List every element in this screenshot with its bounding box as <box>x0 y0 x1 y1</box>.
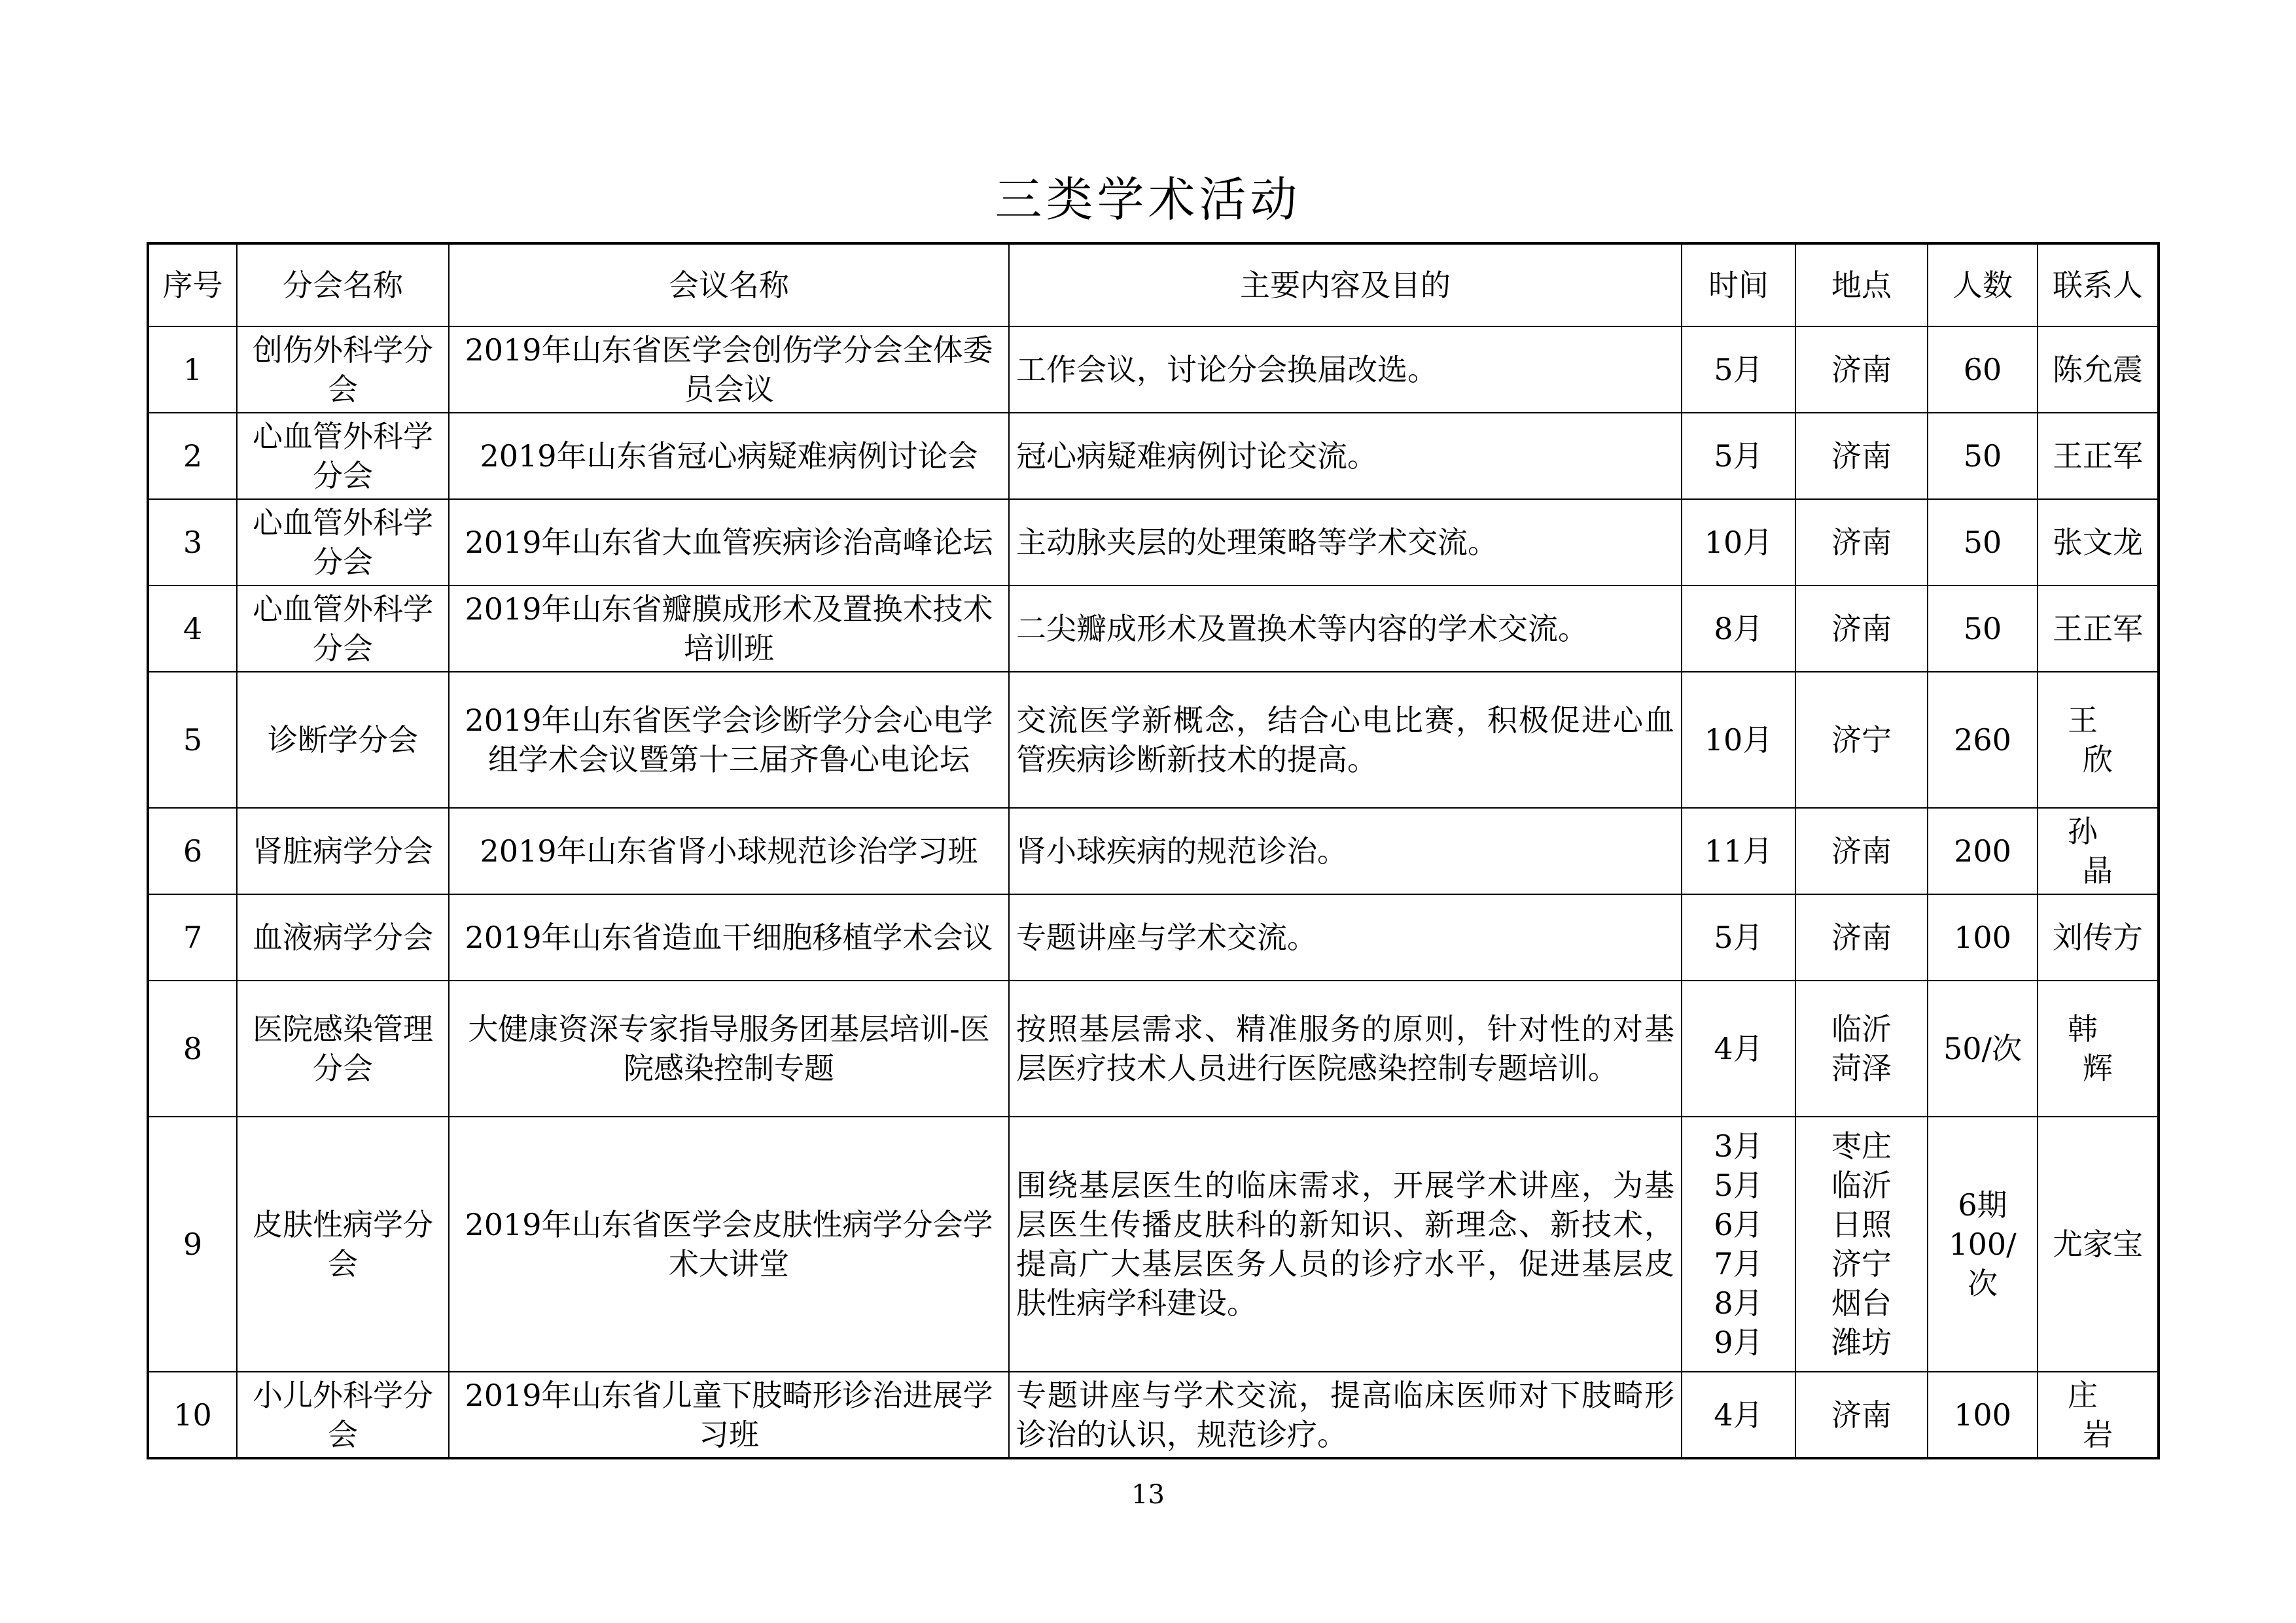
table-row <box>148 326 2159 413</box>
cell-contact <box>2038 808 2159 894</box>
contact-name: 韩辉 <box>2068 1011 2143 1086</box>
page-number: 13 <box>1131 1480 1165 1510</box>
cell-time: 10月 <box>1682 672 1795 808</box>
cell-place <box>1795 981 1928 1117</box>
cell-count: 100 <box>1928 894 2038 981</box>
cell-contact <box>2038 672 2159 808</box>
table-row <box>148 499 2159 585</box>
header-branch: 分会名称 <box>237 243 449 326</box>
cell-no: 1 <box>148 326 237 413</box>
cell-time: 8月 <box>1682 585 1795 672</box>
cell-no: 5 <box>148 672 237 808</box>
cell-count: 100 <box>1928 1372 2038 1458</box>
cell-time: 4月 <box>1682 1372 1795 1458</box>
cell-contact: 陈允震 <box>2038 326 2159 413</box>
cell-contact <box>2038 981 2159 1117</box>
cell-branch: 医院感染管理分会 <box>237 981 449 1117</box>
cell-place: 济南 <box>1795 808 1928 894</box>
table-row <box>148 981 2159 1117</box>
place-list: 枣庄 临沂 日照 济宁 烟台 潍坊 <box>1831 1128 1892 1360</box>
cell-meeting: 2019年山东省冠心病疑难病例讨论会 <box>449 413 1009 499</box>
header-no: 序号 <box>148 243 237 326</box>
cell-meeting: 2019年山东省医学会诊断学分会心电学组学术会议暨第十三届齐鲁心电论坛 <box>449 672 1009 808</box>
cell-content: 肾小球疾病的规范诊治。 <box>1009 808 1682 894</box>
cell-meeting: 2019年山东省造血干细胞移植学术会议 <box>449 894 1009 981</box>
table-row <box>148 672 2159 808</box>
cell-count: 260 <box>1928 672 2038 808</box>
cell-content: 冠心病疑难病例讨论交流。 <box>1009 413 1682 499</box>
table-row <box>148 1117 2159 1372</box>
header-place: 地点 <box>1795 243 1928 326</box>
cell-meeting: 大健康资深专家指导服务团基层培训-医院感染控制专题 <box>449 981 1009 1117</box>
cell-time: 10月 <box>1682 499 1795 585</box>
header-content: 主要内容及目的 <box>1009 243 1682 326</box>
cell-time: 5月 <box>1682 326 1795 413</box>
cell-content: 按照基层需求、精准服务的原则，针对性的对基层医疗技术人员进行医院感染控制专题培训。 <box>1009 981 1682 1117</box>
cell-contact: 王正军 <box>2038 585 2159 672</box>
cell-place <box>1795 1117 1928 1372</box>
cell-count: 50 <box>1928 585 2038 672</box>
cell-content: 工作会议，讨论分会换届改选。 <box>1009 326 1682 413</box>
cell-branch: 心血管外科学分会 <box>237 585 449 672</box>
cell-content: 交流医学新概念，结合心电比赛，积极促进心血管疾病诊断新技术的提高。 <box>1009 672 1682 808</box>
contact-name: 王欣 <box>2068 703 2143 777</box>
cell-count: 50 <box>1928 413 2038 499</box>
header-meeting: 会议名称 <box>449 243 1009 326</box>
table-row <box>148 1372 2159 1458</box>
cell-place: 济南 <box>1795 585 1928 672</box>
table-row <box>148 585 2159 672</box>
header-time: 时间 <box>1682 243 1795 326</box>
table-row <box>148 413 2159 499</box>
time-list: 3月 5月 6月 7月 8月 9月 <box>1714 1128 1763 1360</box>
activities-table <box>147 242 2160 1459</box>
cell-content: 围绕基层医生的临床需求，开展学术讲座，为基层医生传播皮肤科的新知识、新理念、新技术，提高广大基层医务人员的诊疗水平，促进基层皮肤性病学科建设。 <box>1009 1117 1682 1372</box>
cell-place: 济南 <box>1795 413 1928 499</box>
cell-contact: 尤家宝 <box>2038 1117 2159 1372</box>
cell-meeting: 2019年山东省医学会皮肤性病学分会学术大讲堂 <box>449 1117 1009 1372</box>
cell-contact: 刘传方 <box>2038 894 2159 981</box>
cell-place: 济宁 <box>1795 672 1928 808</box>
cell-meeting: 2019年山东省医学会创伤学分会全体委员会议 <box>449 326 1009 413</box>
cell-no: 3 <box>148 499 237 585</box>
cell-time: 5月 <box>1682 894 1795 981</box>
header-count: 人数 <box>1928 243 2038 326</box>
cell-meeting: 2019年山东省大血管疾病诊治高峰论坛 <box>449 499 1009 585</box>
cell-branch: 肾脏病学分会 <box>237 808 449 894</box>
cell-branch: 心血管外科学分会 <box>237 413 449 499</box>
cell-no: 7 <box>148 894 237 981</box>
cell-contact: 张文龙 <box>2038 499 2159 585</box>
cell-time: 4月 <box>1682 981 1795 1117</box>
cell-branch: 创伤外科学分会 <box>237 326 449 413</box>
cell-branch: 皮肤性病学分会 <box>237 1117 449 1372</box>
cell-no: 10 <box>148 1372 237 1458</box>
table-row <box>148 894 2159 981</box>
cell-no: 2 <box>148 413 237 499</box>
cell-no: 4 <box>148 585 237 672</box>
cell-meeting: 2019年山东省瓣膜成形术及置换术技术培训班 <box>449 585 1009 672</box>
cell-no: 9 <box>148 1117 237 1372</box>
cell-place: 济南 <box>1795 499 1928 585</box>
cell-content: 主动脉夹层的处理策略等学术交流。 <box>1009 499 1682 585</box>
cell-branch: 心血管外科学分会 <box>237 499 449 585</box>
cell-contact: 王正军 <box>2038 413 2159 499</box>
page-title: 三类学术活动 <box>995 172 1301 227</box>
cell-content: 专题讲座与学术交流，提高临床医师对下肢畸形诊治的认识，规范诊疗。 <box>1009 1372 1682 1458</box>
cell-content: 专题讲座与学术交流。 <box>1009 894 1682 981</box>
cell-time <box>1682 1117 1795 1372</box>
cell-count: 50/次 <box>1928 981 2038 1117</box>
cell-place: 济南 <box>1795 894 1928 981</box>
cell-count: 200 <box>1928 808 2038 894</box>
cell-place: 济南 <box>1795 326 1928 413</box>
cell-time: 11月 <box>1682 808 1795 894</box>
cell-no: 8 <box>148 981 237 1117</box>
cell-count: 50 <box>1928 499 2038 585</box>
header-contact: 联系人 <box>2038 243 2159 326</box>
header-row <box>148 243 2159 326</box>
contact-name: 孙晶 <box>2068 814 2143 888</box>
cell-count: 60 <box>1928 326 2038 413</box>
contact-name: 庄岩 <box>2068 1377 2143 1452</box>
cell-meeting: 2019年山东省儿童下肢畸形诊治进展学习班 <box>449 1372 1009 1458</box>
cell-branch: 血液病学分会 <box>237 894 449 981</box>
count-list: 6期 100/次 <box>1949 1187 2017 1301</box>
cell-no: 6 <box>148 808 237 894</box>
cell-place: 济南 <box>1795 1372 1928 1458</box>
cell-branch: 诊断学分会 <box>237 672 449 808</box>
cell-content: 二尖瓣成形术及置换术等内容的学术交流。 <box>1009 585 1682 672</box>
cell-meeting: 2019年山东省肾小球规范诊治学习班 <box>449 808 1009 894</box>
cell-branch: 小儿外科学分会 <box>237 1372 449 1458</box>
place-list: 临沂 菏泽 <box>1831 1011 1892 1086</box>
cell-time: 5月 <box>1682 413 1795 499</box>
cell-contact <box>2038 1372 2159 1458</box>
table-row <box>148 808 2159 894</box>
cell-count <box>1928 1117 2038 1372</box>
